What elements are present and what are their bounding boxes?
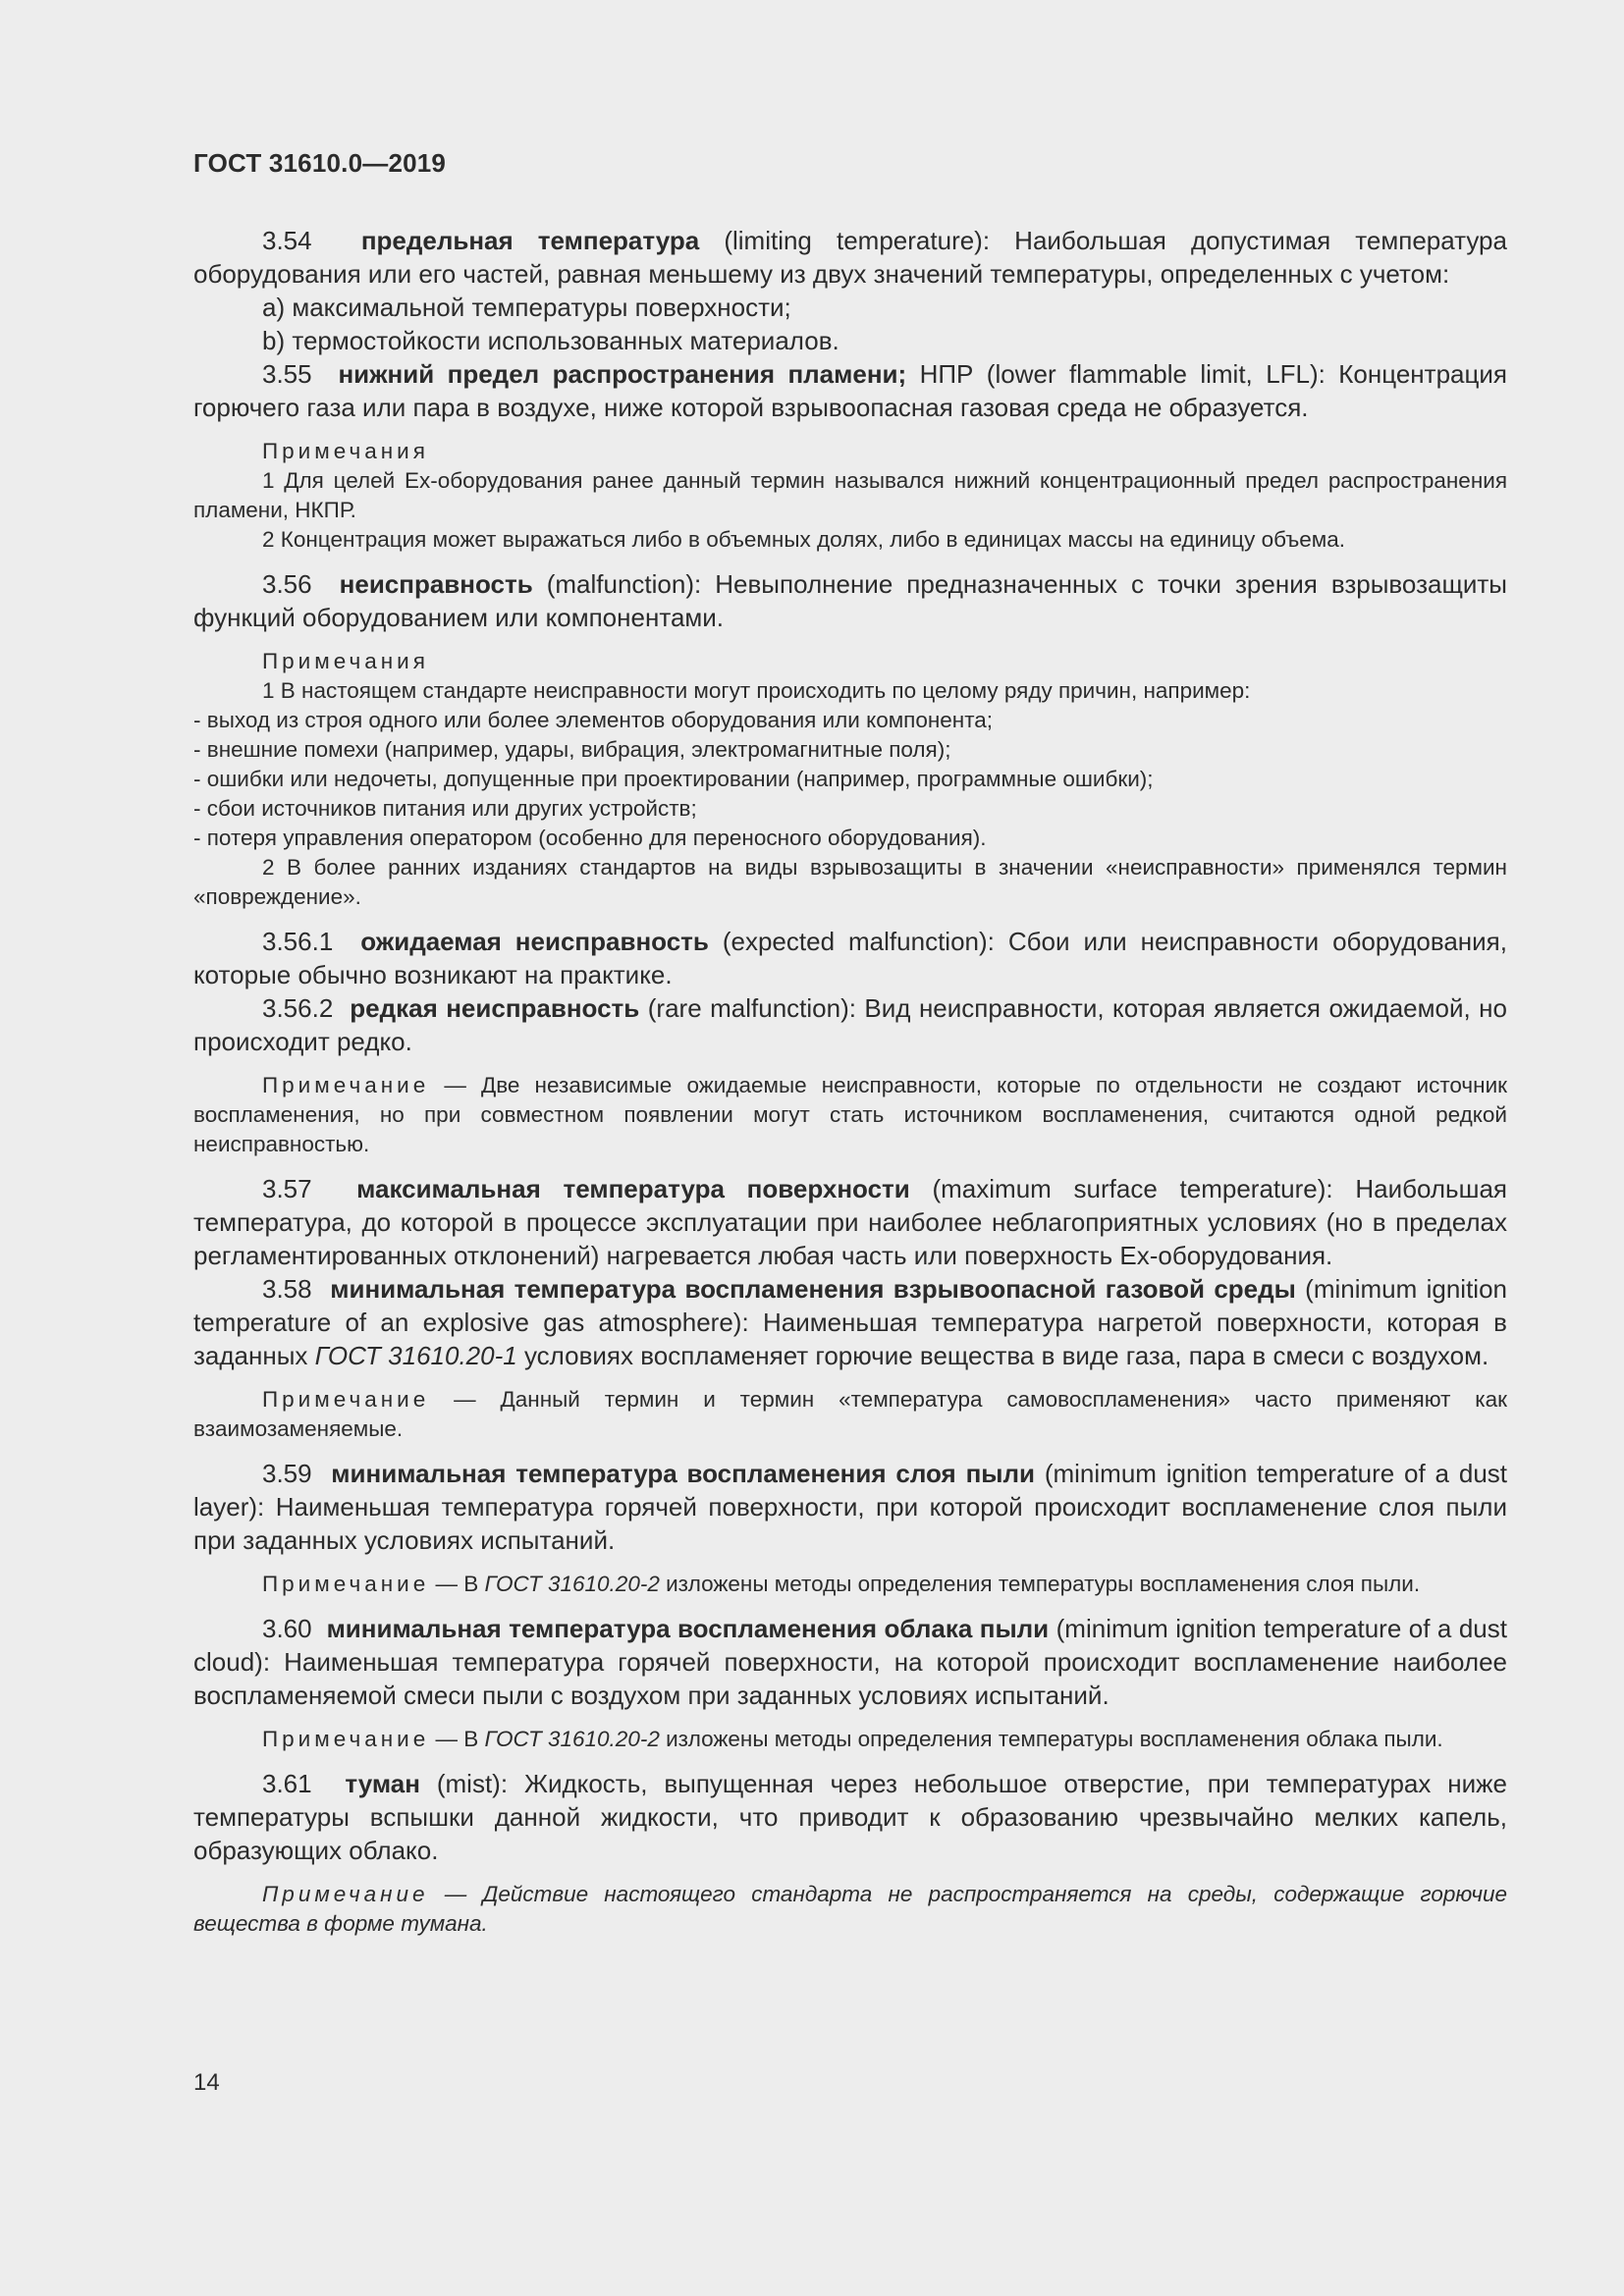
note-dash-item: - ошибки или недочеты, допущенные при проектировании (например, программные ошибки); <box>193 767 1154 791</box>
definition-text: (minimum ignition temperature of an explosive gas atmosphere): Наименьшая температура нагретой поверхности, которая в заданных <box>193 1274 1507 1370</box>
term: минимальная температура воспламенения облака пыли <box>326 1614 1050 1643</box>
note-3-58 <box>193 1385 1507 1444</box>
clause-number: 3.56.1 <box>262 927 334 956</box>
definition-text: : Наибольшая допустимая температура оборудования или его частей, равная меньшему из двух значений температуры, определенных с учетом: <box>193 226 1507 289</box>
term: минимальная температура воспламенения взрывоопасной газовой среды <box>330 1274 1296 1304</box>
note-dash-item: - потеря управления оператором (особенно для переносного оборудования). <box>193 826 987 850</box>
definition-3-56 <box>193 567 1507 634</box>
note-text: изложены методы определения температуры воспламенения слоя пыли. <box>659 1572 1421 1596</box>
page-content <box>193 224 1507 1939</box>
term: редкая неисправность <box>350 993 640 1023</box>
clause-number: 3.61 <box>262 1769 312 1798</box>
note-2: 2 В более ранних изданиях стандартов на виды взрывозащиты в значении «неисправности» применялся термин «повреждение». <box>193 855 1507 909</box>
page-number: 14 <box>193 2069 220 2096</box>
definition-3-59 <box>193 1457 1507 1557</box>
document-id: ГОСТ 31610.0—2019 <box>193 148 447 178</box>
term: предельная температура <box>360 226 700 255</box>
note-text: — Данный термин и термин «температура самовоспламенения» часто применяют как взаимозаменяемые. <box>193 1387 1507 1441</box>
clause-number: 3.55 <box>262 359 312 389</box>
standard-reference: ГОСТ 31610.20-2 <box>484 1572 660 1596</box>
term: неисправность <box>339 569 533 599</box>
definition-3-56-2 <box>193 991 1507 1058</box>
note-text: — Действие настоящего стандарта не распространяется на среды, содержащие горючие вещества в форме тумана. <box>193 1882 1507 1936</box>
clause-number: 3.56.2 <box>262 993 334 1023</box>
note-text: изложены методы определения температуры воспламенения облака пыли. <box>659 1727 1443 1751</box>
clause-number: 3.57 <box>262 1174 312 1203</box>
list-item-a: a) максимальной температуры поверхности; <box>262 293 791 322</box>
list-item-b: b) термостойкости использованных материалов. <box>262 326 839 355</box>
note-3-59 <box>193 1570 1507 1599</box>
definition-text: (expected malfunction): Сбои или неисправности оборудования, которые обычно возникают на практике. <box>193 927 1507 989</box>
definition-3-55 <box>193 357 1507 424</box>
definition-3-56-1 <box>193 925 1507 991</box>
standard-reference: ГОСТ 31610.20-1 <box>314 1341 517 1370</box>
definition-3-58 <box>193 1272 1507 1372</box>
notes-label: Примечания <box>262 439 429 463</box>
definition-3-54 <box>193 224 1507 291</box>
term: нижний предел распространения пламени; <box>338 359 907 389</box>
definition-text: (mist): Жидкость, выпущенная через небольшое отверстие, при температурах ниже температуры вспышки данной жидкости, что приводит к образованию чрезвычайно мелких капель, образующих облако. <box>193 1769 1507 1865</box>
term-english: (limiting temperature) <box>724 226 983 255</box>
note-dash-item: - внешние помехи (например, удары, вибрация, электромагнитные поля); <box>193 737 951 762</box>
clause-number: 3.58 <box>262 1274 312 1304</box>
note-2: 2 Концентрация может выражаться либо в объемных долях, либо в единицах массы на единицу объема. <box>262 527 1346 552</box>
clause-number: 3.56 <box>262 569 312 599</box>
standard-reference: ГОСТ 31610.20-2 <box>484 1727 660 1751</box>
note-1: 1 Для целей Ex-оборудования ранее данный термин назывался нижний концентрационный предел распространения пламени, НКПР. <box>193 468 1507 522</box>
note-label: Примечание <box>262 1387 430 1412</box>
note-label: Примечание <box>262 1073 430 1097</box>
term: ожидаемая неисправность <box>360 927 709 956</box>
definition-text: (maximum surface temperature): Наибольшая температура, до которой в процессе эксплуатации при наиболее неблагоприятных условиях (но в пределах регламентированных отклонений) нагревается любая часть или поверхность Ex-оборудования. <box>193 1174 1507 1270</box>
clause-number: 3.54 <box>262 226 312 255</box>
term: туман <box>345 1769 420 1798</box>
definition-3-61 <box>193 1767 1507 1867</box>
note-3-61 <box>193 1880 1507 1939</box>
note-3-56-2 <box>193 1071 1507 1159</box>
term: максимальная температура поверхности <box>356 1174 910 1203</box>
definition-text: (minimum ignition temperature of a dust cloud): Наименьшая температура горячей поверхности, на которой происходит воспламенение наиболее воспламеняемой смеси пыли с воздухом при заданных условиях испытаний. <box>193 1614 1507 1710</box>
clause-number: 3.60 <box>262 1614 312 1643</box>
definition-3-57 <box>193 1172 1507 1272</box>
clause-number: 3.59 <box>262 1459 312 1488</box>
note-3-60 <box>193 1725 1507 1754</box>
definition-3-60 <box>193 1612 1507 1712</box>
note-label: Примечание <box>262 1572 430 1596</box>
note-dash-item: - сбои источников питания или других устройств; <box>193 796 697 821</box>
note-label: Примечание <box>262 1727 430 1751</box>
definition-text: (rare malfunction): Вид неисправности, которая является ожидаемой, но происходит редко. <box>193 993 1507 1056</box>
definition-text: (minimum ignition temperature of a dust layer): Наименьшая температура горячей поверхности, при которой происходит воспламенение слоя пыли при заданных условиях испытаний. <box>193 1459 1508 1555</box>
definition-text: (malfunction): Невыполнение предназначенных с точки зрения взрывозащиты функций оборудованием или компонентами. <box>193 569 1507 632</box>
note-text: — В <box>429 1572 485 1596</box>
notes-label: Примечания <box>262 649 429 673</box>
note-1: 1 В настоящем стандарте неисправности могут происходить по целому ряду причин, например: <box>262 678 1251 703</box>
note-text: — Две независимые ожидаемые неисправности, которые по отдельности не создают источник воспламенения, но при совместном появлении могут стать источником воспламенения, считаются одной редкой неисправностью. <box>193 1073 1507 1156</box>
note-dash-item: - выход из строя одного или более элементов оборудования или компонента; <box>193 708 994 732</box>
note-label: Примечание <box>262 1882 429 1906</box>
note-text: — В <box>429 1727 485 1751</box>
definition-text: условиях воспламеняет горючие вещества в виде газа, пара в смеси с воздухом. <box>516 1341 1489 1370</box>
term: минимальная температура воспламенения слоя пыли <box>331 1459 1035 1488</box>
definition-text: НПР (lower flammable limit, LFL): Концентрация горючего газа или пара в воздухе, ниже которой взрывоопасная газовая среда не образуется. <box>193 359 1507 422</box>
